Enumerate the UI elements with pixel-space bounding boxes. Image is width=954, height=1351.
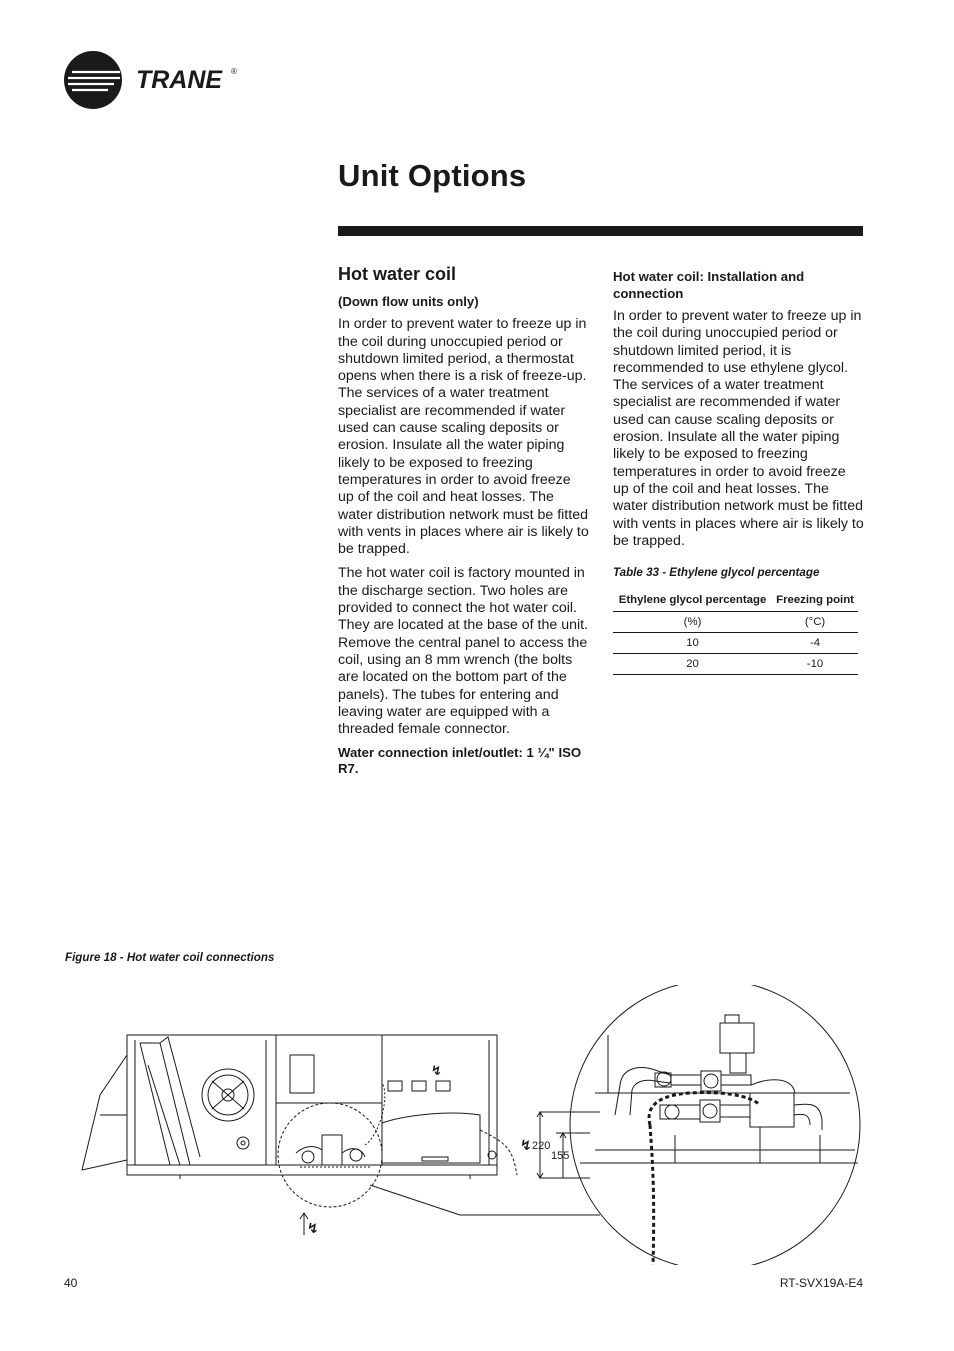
page-number: 40 xyxy=(64,1276,78,1290)
trane-logo xyxy=(62,50,252,110)
dimension-220: 220 xyxy=(532,1140,551,1152)
brand-wordmark: TRANE xyxy=(136,66,223,94)
svg-text:↯: ↯ xyxy=(307,1220,319,1236)
registered-mark: ® xyxy=(231,67,237,76)
table-header-row xyxy=(613,589,858,612)
table-header-freezing: Freezing point xyxy=(772,589,858,612)
table-cell: -4 xyxy=(772,633,858,654)
left-column xyxy=(338,266,590,784)
table-cell: 10 xyxy=(613,633,772,654)
section-heading: Hot water coil xyxy=(338,264,457,284)
table-caption: Table 33 - Ethylene glycol percentage xyxy=(613,566,820,580)
water-connection-note: Water connection inlet/outlet: 1 ¼" ISO R7. xyxy=(338,745,582,777)
table-cell: 20 xyxy=(613,654,772,675)
table-row xyxy=(613,612,858,633)
table-row xyxy=(613,654,858,675)
title-rule xyxy=(338,226,863,236)
table-cell: (°C) xyxy=(772,612,858,633)
svg-text:↯: ↯ xyxy=(520,1137,532,1153)
paragraph-freeze-protection: In order to prevent water to freeze up in the coil during unoccupied period or shutdown limited period, a thermostat opens when there is a risk of freeze-up. The services of a water treatment specialist are recommended if water used can cause scaling deposits or erosion. Insulate all the water piping likely to be exposed to freezing temperatures in order to avoid freeze up of the coil and heat losses. The water distribution network must be fitted with vents in places where air is likely to be trapped. xyxy=(338,316,589,558)
installation-heading: Hot water coil: Installation and connection xyxy=(613,269,805,301)
paragraph-coil-location: The hot water coil is factory mounted in the discharge section. Two holes are provided to connect the hot water coil. They are located at the base of the unit. Remove the central panel to access the coil, using an 8 mm wrench (the bolts are located on the bottom part of the panels). The tubes for entering and leaving water are equipped with a threaded female connector. xyxy=(338,565,589,738)
table-row xyxy=(613,633,858,654)
glycol-table xyxy=(613,589,858,675)
document-code: RT-SVX19A-E4 xyxy=(779,1276,863,1290)
paragraph-glycol: In order to prevent water to freeze up in the coil during unoccupied period or shutdown limited period, it is recommended to use ethylene glycol. The services of a water treatment specialist are recommended if water used can cause scaling deposits or erosion. Insulate all the water piping likely to be exposed to freezing temperatures in order to avoid freeze up of the coil and heat losses. The water distribution network must be fitted with vents in places where air is likely to be trapped. xyxy=(613,308,864,549)
dimension-155: 155 xyxy=(551,1150,570,1162)
figure-caption: Figure 18 - Hot water coil connections xyxy=(65,951,275,964)
table-cell: (%) xyxy=(613,612,772,633)
page-title: Unit Options xyxy=(338,158,527,193)
right-column xyxy=(613,268,865,675)
table-header-glycol: Ethylene glycol percentage xyxy=(613,589,772,612)
hot-water-coil-figure xyxy=(60,985,865,1265)
table-cell: -10 xyxy=(772,654,858,675)
section-subheading: (Down flow units only) xyxy=(338,294,479,310)
svg-text:↯: ↯ xyxy=(431,1063,442,1078)
